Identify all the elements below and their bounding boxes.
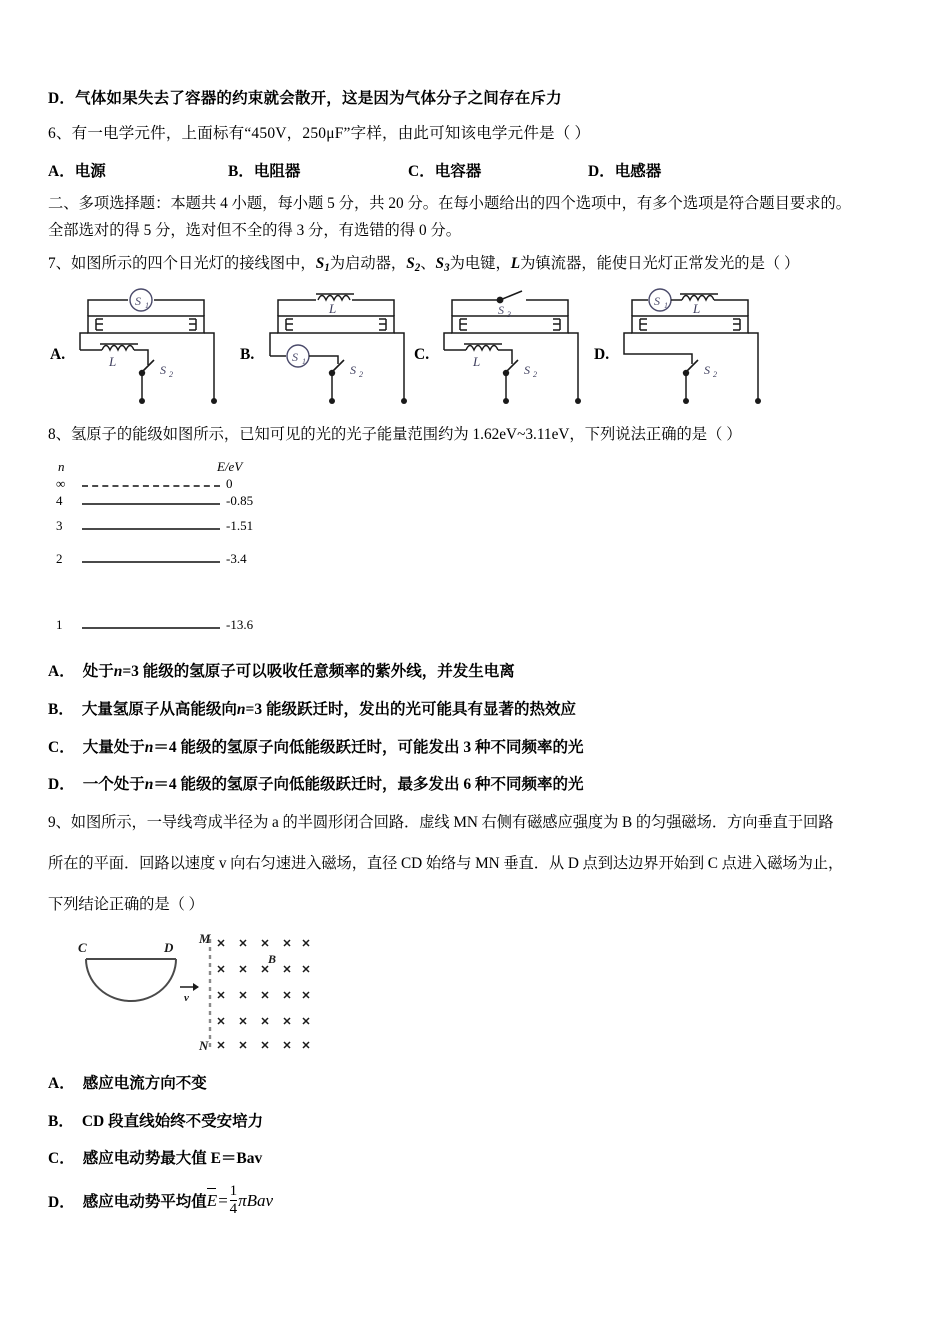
- svg-text:2: 2: [713, 370, 717, 380]
- q8-option-a-text-a: 处于: [82, 663, 114, 681]
- q8-option-b-text-a: 大量氢原子从高能级向: [81, 701, 237, 719]
- q7-stem-prefix: 7、如图所示的四个日光灯的接线图中，: [48, 254, 316, 272]
- energy-axis-n-label: n: [58, 459, 65, 475]
- q6-option-d-text: 电感器: [614, 162, 662, 180]
- energy-level-n-3: 3: [56, 518, 63, 534]
- q8-option-a[interactable]: [48, 661, 920, 683]
- energy-level-line-2: [82, 561, 220, 563]
- q9-option-a-label: A．: [48, 1074, 75, 1092]
- formula-numerator: 1: [229, 1182, 238, 1199]
- q8-option-d-text-b: ＝4 能级的氢原子向低能级跃迁时，最多发出 6 种不同频率的光: [153, 776, 584, 794]
- q7-s2-sub: 2: [414, 261, 421, 274]
- q6-option-b[interactable]: [228, 159, 408, 181]
- q7-a-starter-label: S: [135, 294, 141, 309]
- q9-option-b[interactable]: [48, 1111, 920, 1133]
- q9-option-b-text: CD 段直线始终不受安培力: [81, 1112, 264, 1130]
- q9-stem-line1: 9、如图所示，一导线弯成半径为 a 的半圆形闭合回路．虚线 MN 右侧有磁感应强度为 B 的匀强磁场．方向垂直于回路: [48, 814, 834, 832]
- q9-option-a[interactable]: [48, 1073, 920, 1095]
- q9-label-b: B: [268, 951, 277, 966]
- q6-option-d[interactable]: [588, 159, 661, 181]
- q7-s3: S: [435, 254, 445, 272]
- q8-option-c-label: C．: [48, 738, 75, 756]
- q7-d-ballast-label: L: [693, 301, 701, 317]
- q8-option-b-var: n: [236, 701, 246, 719]
- q8-energy-diagram: [54, 459, 304, 639]
- q7-s1-sub: 1: [324, 261, 330, 274]
- q8-option-c-text-b: ＝4 能级的氢原子向低能级跃迁时，可能发出 3 种不同频率的光: [153, 738, 584, 756]
- page-content: [48, 88, 920, 1220]
- formula-denominator: 4: [229, 1200, 238, 1217]
- q6-option-d-label: D．: [588, 162, 615, 180]
- section2-line1: 二、多项选择题：本题共 4 小题，每小题 5 分，共 20 分。在每小题给出的四个选项中，有多个选项是符合题目要求的。: [48, 194, 852, 212]
- q7-circuit-b: [240, 288, 426, 406]
- q5-option-d: D．气体如果失去了容器的约束就会散开，这是因为气体分子之间存在斥力: [48, 90, 562, 107]
- q8-stem: 8、氢原子的能级如图所示，已知可见的光的光子能量范围约为 1.62eV~3.11eV，下列说法正确的是（ ）: [48, 426, 742, 444]
- q9-field-figure: [66, 927, 316, 1055]
- q8-option-d-label: D．: [48, 776, 75, 794]
- svg-text:1: 1: [302, 357, 306, 367]
- q9-stem-line2: 所在的平面．回路以速度 v 向右匀速进入磁场，直径 CD 始络与 MN 垂直．从 D 点到达边界开始到 C 点进入磁场为止，: [48, 855, 844, 873]
- q9-option-d-text: 感应电动势平均值: [82, 1193, 207, 1211]
- svg-text:1: 1: [664, 301, 668, 311]
- q6-option-b-label: B．: [228, 162, 254, 180]
- q7-circuit-b-svg: [266, 288, 426, 406]
- q7-stem: [48, 253, 920, 277]
- energy-value-2: -3.4: [226, 551, 247, 567]
- q7-mid3: 为电键，: [449, 254, 511, 272]
- q9-stem-line3: 下列结论正确的是（ ）: [48, 895, 204, 913]
- q9-field-svg: [66, 927, 316, 1055]
- energy-value-1: -13.6: [226, 617, 254, 633]
- formula-fraction: [230, 1184, 238, 1218]
- q7-circuit-a: [50, 288, 236, 406]
- q7-a-ballast-label: L: [109, 354, 117, 370]
- q7-circuit-a-label: A.: [50, 346, 66, 364]
- q7-circuit-c-svg: [440, 288, 600, 406]
- q8-option-b-label: B．: [48, 701, 74, 719]
- q7-a-switch2-label: S: [160, 363, 166, 378]
- svg-text:1: 1: [145, 301, 149, 311]
- q7-s1: S: [315, 254, 325, 272]
- q8-option-d[interactable]: [48, 774, 920, 796]
- q7-circuit-d: [594, 288, 780, 406]
- q7-d-starter-label: S: [654, 294, 660, 309]
- q9-label-c: C: [78, 939, 87, 955]
- q9-option-c-text: 感应电动势最大值 E＝Bav: [82, 1150, 263, 1168]
- q7-c-switch3-label: S: [498, 303, 504, 318]
- q6-option-c-text: 电容器: [434, 162, 482, 180]
- q7-c-switch2-label: S: [524, 363, 530, 378]
- formula-rhs: πBav: [238, 1191, 274, 1211]
- energy-level-line-4: [82, 503, 220, 505]
- q9-option-b-label: B．: [48, 1112, 74, 1130]
- energy-value-inf: 0: [226, 476, 233, 492]
- q6-option-a-label: A．: [48, 162, 75, 180]
- q9-label-n: N: [199, 1037, 209, 1053]
- q7-b-switch2-label: S: [350, 363, 356, 378]
- q8-option-a-label: A．: [48, 663, 75, 681]
- q7-circuit-c: [414, 288, 600, 406]
- q6-stem: [48, 123, 920, 145]
- energy-axis-e-label: E/eV: [217, 459, 243, 475]
- q6-stem-text: 6、有一电学元件，上面标有“450V，250μF”字样，由此可知该电学元件是（ ）: [48, 125, 591, 143]
- energy-value-4: -0.85: [226, 493, 254, 509]
- svg-text:2: 2: [533, 370, 537, 380]
- q8-option-d-text-a: 一个处于: [82, 776, 145, 794]
- svg-text:2: 2: [169, 370, 173, 380]
- formula-equals: =: [217, 1191, 229, 1211]
- q9-option-d-formula: [207, 1184, 273, 1218]
- q7-b-ballast-label: L: [329, 301, 337, 317]
- q8-option-c-text-a: 大量处于: [82, 738, 145, 756]
- q7-mid4: 为镇流器，能使日光灯正常发光的是（ ）: [520, 254, 800, 272]
- q6-option-c-label: C．: [408, 162, 435, 180]
- q6-options: [48, 159, 920, 181]
- q8-option-c[interactable]: [48, 737, 920, 759]
- q8-option-b[interactable]: [48, 699, 920, 721]
- energy-value-3: -1.51: [226, 518, 254, 534]
- energy-level-line-inf: [82, 485, 220, 487]
- q6-option-b-text: 电阻器: [253, 162, 301, 180]
- q9-label-d: D: [164, 939, 174, 955]
- q7-circuit-d-label: D.: [594, 346, 610, 364]
- q7-circuit-c-label: C.: [414, 346, 430, 364]
- q7-s3-sub: 3: [444, 261, 450, 274]
- formula-lhs: E: [207, 1189, 217, 1213]
- svg-text:3: 3: [507, 310, 511, 320]
- q6-option-a[interactable]: [48, 159, 228, 181]
- q7-b-starter-label: S: [292, 350, 298, 365]
- q7-d-switch2-label: S: [704, 363, 710, 378]
- q9-option-d[interactable]: [48, 1182, 920, 1220]
- q7-circuit-d-svg: [620, 288, 780, 406]
- q8-option-d-var: n: [144, 776, 154, 794]
- q7-circuit-b-label: B.: [240, 346, 255, 364]
- q7-mid2: 、: [420, 254, 436, 272]
- q6-option-c[interactable]: [408, 159, 588, 181]
- q7-l: L: [510, 254, 521, 272]
- energy-level-n-4: 4: [56, 493, 63, 509]
- q9-option-c-label: C．: [48, 1150, 75, 1168]
- energy-level-n-1: 1: [56, 617, 63, 633]
- q8-option-a-var: n: [113, 663, 123, 681]
- q6-option-a-text: 电源: [74, 162, 106, 180]
- q9-label-v: v: [184, 991, 189, 1004]
- q7-circuit-a-svg: [76, 288, 236, 406]
- q7-s2: S: [406, 254, 415, 272]
- energy-level-n-inf: ∞: [56, 476, 66, 492]
- q9-option-c[interactable]: [48, 1148, 920, 1170]
- energy-level-line-3: [82, 528, 220, 530]
- q7-circuit-figures: [48, 288, 920, 406]
- q9-option-d-label: D．: [48, 1193, 75, 1211]
- q7-c-ballast-label: L: [473, 354, 481, 370]
- energy-level-line-1: [82, 627, 220, 629]
- q8-option-b-text-b: =3 能级跃迁时，发出的光可能具有显著的热效应: [245, 701, 576, 719]
- q7-mid1: 为启动器，: [329, 254, 407, 272]
- q8-option-c-var: n: [144, 738, 154, 756]
- q8-option-a-text-b: =3 能级的氢原子可以吸收任意频率的紫外线，并发生电离: [122, 663, 515, 681]
- q9-label-m: M: [199, 930, 211, 946]
- svg-text:2: 2: [359, 370, 363, 380]
- q9-option-a-text: 感应电流方向不变: [82, 1074, 207, 1092]
- section2-line2: 全部选对的得 5 分，选对但不全的得 3 分，有选错的得 0 分。: [48, 221, 462, 239]
- energy-level-n-2: 2: [56, 551, 63, 567]
